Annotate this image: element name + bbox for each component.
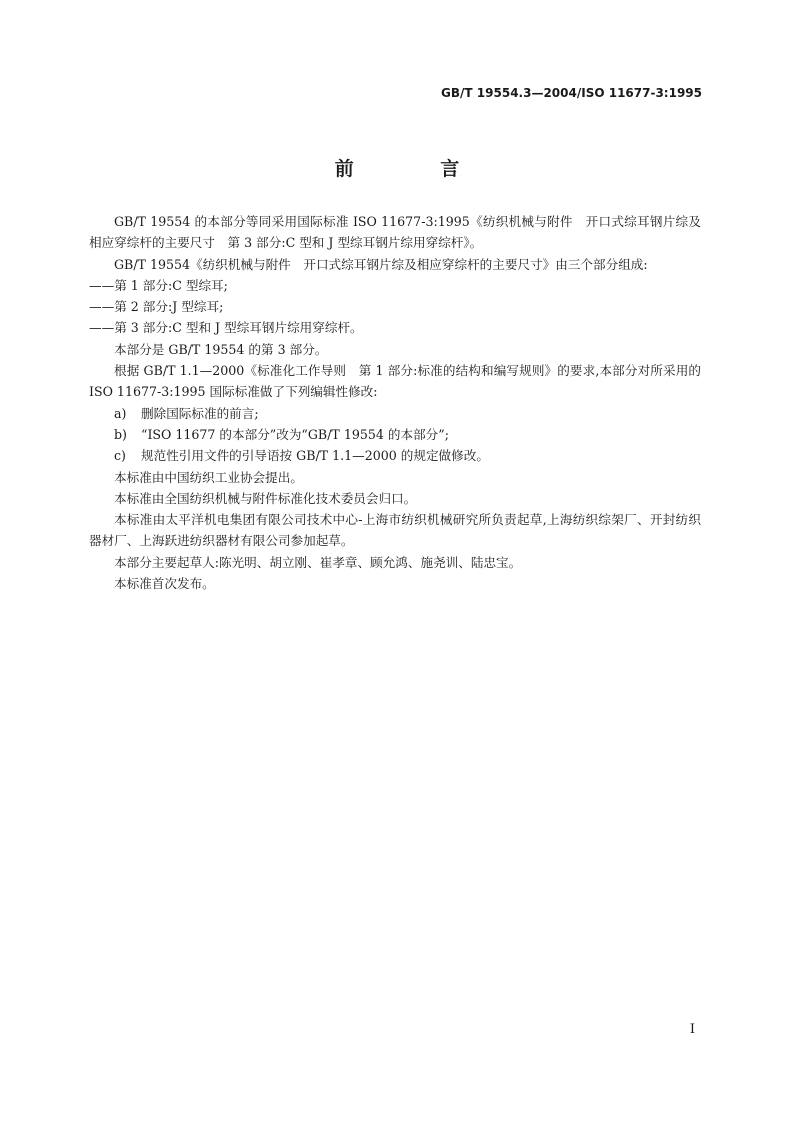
list-text-b: “ISO 11677 的本部分”改为“GB/T 19554 的本部分”; <box>141 426 449 442</box>
paragraph-proposed-by: 本标准由中国纺织工业协会提出。 <box>114 469 303 485</box>
paragraph-centralized-by: 本标准由全国纺织机械与附件标准化技术委员会归口。 <box>114 490 417 506</box>
page-number: I <box>689 1022 695 1037</box>
paragraph-part-number: 本部分是 GB/T 19554 的第 3 部分。 <box>114 341 328 357</box>
list-text-a: 删除国际标准的前言; <box>141 405 259 421</box>
dash-item-part-1: ——第 1 部分:C 型综耳; <box>89 277 228 293</box>
standard-code-header: GB/T 19554.3—2004/ISO 11677-3:1995 <box>441 86 702 100</box>
list-marker-a: a) <box>114 405 127 421</box>
paragraph-first-release: 本标准首次发布。 <box>114 576 215 592</box>
paragraph-parts-intro: GB/T 19554《纺织机械与附件 开口式综耳钢片综及相应穿综杆的主要尺寸》由三个部分组成: <box>114 256 648 272</box>
dash-item-part-2: ——第 2 部分:J 型综耳; <box>89 299 224 315</box>
paragraph-adoption: GB/T 19554 的本部分等同采用国际标准 ISO 11677-3:1995《纺织机械与附件 开口式综耳钢片综及相应穿综杆的主要尺寸 第 3 部分:C 型和 J 型综耳钢片综用穿综杆》。 <box>89 214 701 251</box>
paragraph-drafters: 本部分主要起草人:陈光明、胡立刚、崔孝章、顾允鸿、施尧训、陆忠宝。 <box>114 554 522 570</box>
list-text-c: 规范性引用文件的引导语按 GB/T 1.1—2000 的规定做修改。 <box>141 448 489 464</box>
paragraph-editorial-changes: 根据 GB/T 1.1—2000《标准化工作导则 第 1 部分:标准的结构和编写规则》的要求,本部分对所采用的 ISO 11677-3:1995 国际标准做了下列编辑性修改: <box>89 363 701 400</box>
list-item-c <box>89 445 701 466</box>
page-title: 前 言 <box>334 158 500 180</box>
list-item-b <box>89 424 701 445</box>
list-item-a <box>89 403 701 424</box>
foreword-body <box>89 211 701 594</box>
list-marker-c: c) <box>114 448 126 464</box>
dash-item-part-3: ——第 3 部分:C 型和 J 型综耳钢片综用穿综杆。 <box>89 320 363 336</box>
list-marker-b: b) <box>114 426 127 442</box>
paragraph-drafted-by: 本标准由太平洋机电集团有限公司技术中心-上海市纺织机械研究所负责起草,上海纺织综架厂、开封纺织器材厂、上海跃进纺织器材有限公司参加起草。 <box>89 512 701 549</box>
